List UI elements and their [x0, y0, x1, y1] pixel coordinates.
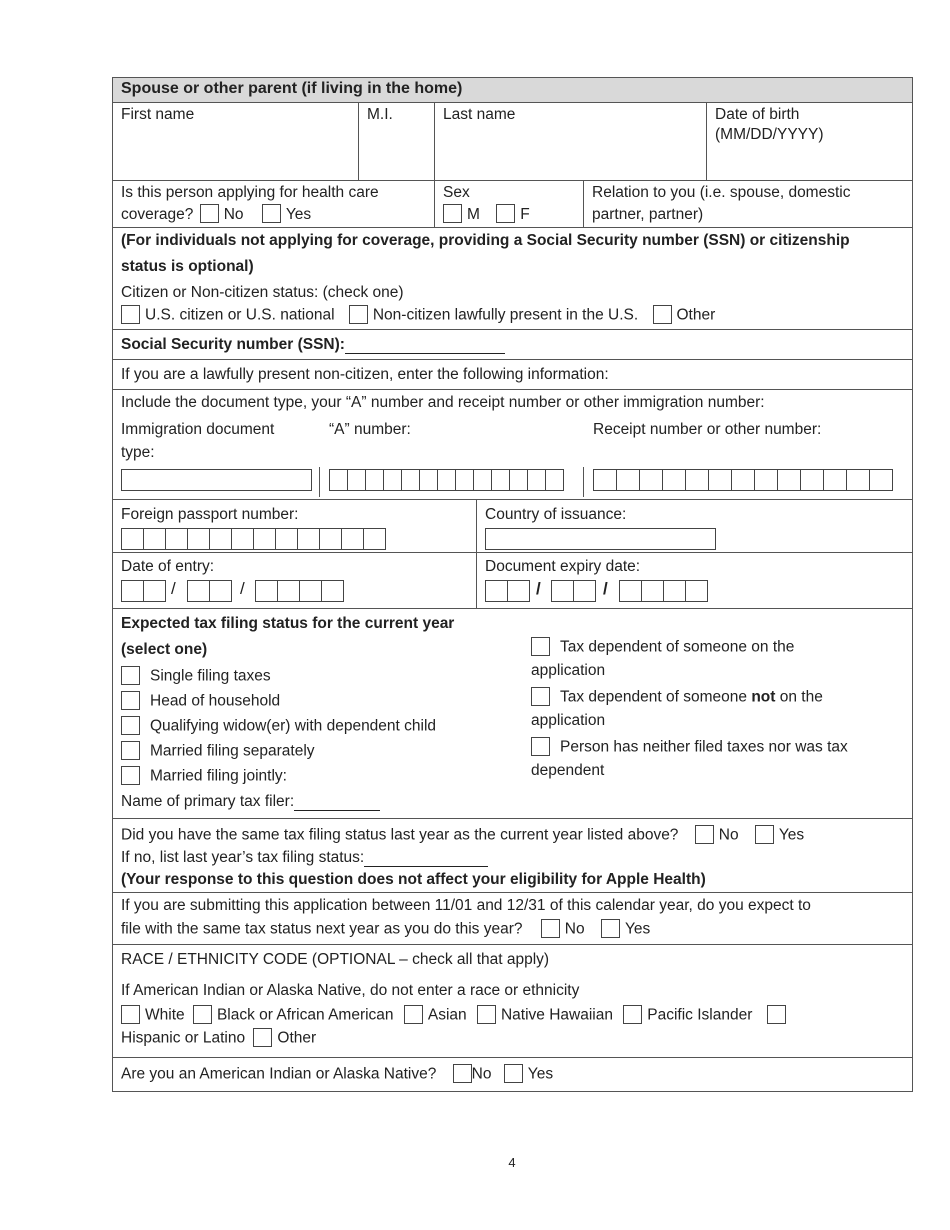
hispanic-label: Hispanic or Latino	[121, 1029, 246, 1047]
ssn-input-line[interactable]	[345, 337, 505, 354]
noncitizen-checkbox[interactable]	[349, 305, 368, 324]
single-label: Single filing taxes	[150, 667, 271, 685]
race-title: RACE / ETHNICITY CODE (OPTIONAL – check all that apply)	[121, 951, 550, 968]
optional-note2: status is optional)	[121, 258, 254, 275]
country-input[interactable]	[485, 528, 716, 550]
dependent-not-on-app-checkbox[interactable]	[531, 687, 550, 706]
expiry-day-boxes[interactable]	[485, 580, 529, 602]
dob-format: (MM/DD/YYYY)	[715, 126, 824, 143]
passport-row	[113, 499, 912, 552]
married-separate-checkbox[interactable]	[121, 741, 140, 760]
tax-filing-row	[113, 608, 912, 818]
primary-filer-label: Name of primary tax filer:	[121, 793, 295, 810]
dependent-not-bold: not	[751, 688, 776, 706]
last-year-yes-checkbox[interactable]	[755, 825, 774, 844]
relation-label2: partner, partner)	[592, 206, 704, 223]
us-citizen-checkbox[interactable]	[121, 305, 140, 324]
citizen-status-label: Citizen or Non-citizen status: (check one)	[121, 284, 404, 301]
sex-field	[434, 181, 584, 227]
coverage-yes-label: Yes	[285, 206, 312, 223]
name-row	[113, 102, 912, 180]
coverage-question	[113, 181, 435, 227]
last-year-yes-label: Yes	[778, 826, 805, 844]
noncitizen-intro-row	[113, 359, 912, 389]
relation-field[interactable]	[583, 181, 912, 227]
immigration-row	[113, 389, 912, 499]
native-yes-checkbox[interactable]	[504, 1064, 523, 1083]
asian-checkbox[interactable]	[404, 1005, 423, 1024]
doc-type-input[interactable]	[121, 469, 312, 491]
ssn-row	[113, 329, 912, 359]
country-label: Country of issuance:	[485, 506, 627, 523]
citizen-row	[113, 227, 912, 329]
asian-label: Asian	[427, 1006, 467, 1024]
married-joint-label: Married filing jointly:	[150, 767, 287, 785]
race-note: If American Indian or Alaska Native, do not enter a race or ethnicity	[121, 982, 580, 999]
other-race-label: Other	[277, 1029, 317, 1047]
expiry-year-boxes[interactable]	[619, 580, 707, 602]
married-joint-checkbox[interactable]	[121, 766, 140, 785]
receipt-number-boxes[interactable]	[593, 469, 892, 491]
coverage-row	[113, 180, 912, 227]
other-status-checkbox[interactable]	[653, 305, 672, 324]
widow-label: Qualifying widow(er) with dependent child	[150, 717, 437, 735]
last-year-status-label: If no, list last year’s tax filing status:	[121, 849, 365, 866]
noncitizen-label: Non-citizen lawfully present in the U.S.	[372, 306, 639, 324]
race-options-row	[113, 974, 912, 1057]
head-household-label: Head of household	[150, 692, 281, 710]
expiry-date-slash: /	[536, 579, 541, 598]
passport-label: Foreign passport number:	[121, 506, 299, 523]
dependent-not-post: on the	[775, 688, 823, 706]
entry-date-slash: /	[240, 579, 245, 598]
next-year-no-checkbox[interactable]	[541, 919, 560, 938]
tax-heading: Expected tax filing status for the current year	[121, 615, 455, 632]
first-name-field[interactable]	[113, 103, 359, 180]
race-title-row	[113, 944, 912, 974]
native-yes-label: Yes	[527, 1065, 554, 1083]
mi-field[interactable]	[358, 103, 435, 180]
black-label: Black or African American	[216, 1006, 394, 1024]
entry-month-boxes[interactable]	[187, 580, 231, 602]
next-year-yes-label: Yes	[624, 920, 651, 938]
expiry-month-boxes[interactable]	[551, 580, 595, 602]
coverage-no-label: No	[223, 206, 244, 223]
page-number: 4	[508, 1155, 516, 1170]
widow-checkbox[interactable]	[121, 716, 140, 735]
native-no-label: No	[471, 1065, 492, 1083]
relation-label: Relation to you (i.e. spouse, domestic	[592, 184, 851, 201]
optional-note: (For individuals not applying for coverage, providing a Social Security number (SSN) or citizenship	[121, 232, 850, 249]
expiry-date-label: Document expiry date:	[485, 558, 641, 575]
last-name-label: Last name	[443, 106, 516, 123]
next-year-question: If you are submitting this application between 11/01 and 12/31 of this calendar year, do you expect to	[121, 897, 811, 914]
last-year-note: (Your response to this question does not affect your eligibility for Apple Health)	[121, 871, 706, 888]
native-question: Are you an American Indian or Alaska Native?	[121, 1065, 437, 1083]
entry-year-boxes[interactable]	[255, 580, 343, 602]
coverage-no-checkbox[interactable]	[200, 204, 219, 223]
mi-label: M.I.	[367, 106, 393, 123]
dependent-not-on-app-label2: application	[531, 712, 606, 729]
pacific-label: Pacific Islander	[647, 1006, 753, 1024]
immigration-intro: Include the document type, your “A” number and receipt number or other immigration number:	[121, 394, 765, 411]
neither-label2: dependent	[531, 762, 605, 779]
other-status-label: Other	[676, 306, 716, 324]
entry-date-slash: /	[171, 579, 176, 598]
last-year-question: Did you have the same tax filing status last year as the current year listed above?	[121, 826, 679, 844]
dependent-on-app-label: Tax dependent of someone on the	[560, 638, 795, 656]
last-year-no-label: No	[718, 826, 739, 844]
doc-type-label2: type:	[121, 444, 155, 461]
dependent-not-pre: Tax dependent of someone	[560, 688, 752, 706]
receipt-label: Receipt number or other number:	[593, 421, 822, 438]
noncitizen-intro: If you are a lawfully present non-citizen, enter the following information:	[121, 366, 609, 383]
next-year-no-label: No	[564, 920, 585, 938]
single-checkbox[interactable]	[121, 666, 140, 685]
black-checkbox[interactable]	[193, 1005, 212, 1024]
section-header: Spouse or other parent (if living in the home)	[113, 78, 912, 102]
sex-label: Sex	[443, 184, 470, 201]
us-citizen-label: U.S. citizen or U.S. national	[145, 306, 335, 324]
first-name-label: First name	[121, 106, 195, 123]
entry-date-label: Date of entry:	[121, 558, 215, 575]
sex-m-label: M	[467, 206, 480, 223]
hawaiian-label: Native Hawaiian	[500, 1006, 613, 1024]
sex-f-label: F	[520, 206, 530, 223]
neither-label: Person has neither filed taxes nor was tax	[560, 738, 848, 756]
ssn-label: Social Security number (SSN):	[121, 336, 345, 353]
other-race-checkbox[interactable]	[253, 1028, 272, 1047]
last-year-status-input[interactable]	[364, 850, 488, 867]
last-year-no-checkbox[interactable]	[695, 825, 714, 844]
head-household-checkbox[interactable]	[121, 691, 140, 710]
white-label: White	[145, 1006, 185, 1024]
sex-f-checkbox[interactable]	[496, 204, 515, 223]
citizen-options	[121, 305, 715, 326]
next-year-question2: file with the same tax status next year as you do this year?	[121, 920, 523, 938]
dob-field[interactable]	[706, 103, 912, 180]
neither-checkbox[interactable]	[531, 737, 550, 756]
dependent-on-app-label2: application	[531, 662, 606, 679]
tax-heading-select: (select one)	[121, 641, 208, 658]
last-year-row	[113, 818, 912, 892]
coverage-question-text: Is this person applying for health care	[121, 184, 379, 201]
dependent-on-app-checkbox[interactable]	[531, 637, 550, 656]
married-separate-label: Married filing separately	[150, 742, 315, 760]
pacific-checkbox[interactable]	[623, 1005, 642, 1024]
dob-label: Date of birth	[715, 106, 800, 123]
native-no-checkbox[interactable]	[453, 1064, 472, 1083]
next-year-yes-checkbox[interactable]	[601, 919, 620, 938]
spouse-form	[112, 77, 913, 1092]
entry-date-boxes[interactable]	[121, 580, 165, 602]
passport-number-boxes[interactable]	[121, 528, 385, 550]
native-row	[113, 1057, 912, 1091]
white-checkbox[interactable]	[121, 1005, 140, 1024]
hispanic-checkbox[interactable]	[767, 1005, 786, 1024]
dates-row	[113, 552, 912, 608]
expiry-date-slash: /	[603, 579, 608, 598]
next-year-row	[113, 892, 912, 944]
a-number-boxes[interactable]	[329, 469, 563, 491]
coverage-yes-checkbox[interactable]	[262, 204, 281, 223]
primary-filer-input[interactable]	[294, 794, 380, 811]
a-number-label: “A” number:	[329, 421, 411, 438]
last-name-field[interactable]	[434, 103, 707, 180]
doc-type-label: Immigration document	[121, 421, 275, 438]
coverage-question-text2: coverage?	[121, 206, 194, 223]
hawaiian-checkbox[interactable]	[477, 1005, 496, 1024]
sex-m-checkbox[interactable]	[443, 204, 462, 223]
